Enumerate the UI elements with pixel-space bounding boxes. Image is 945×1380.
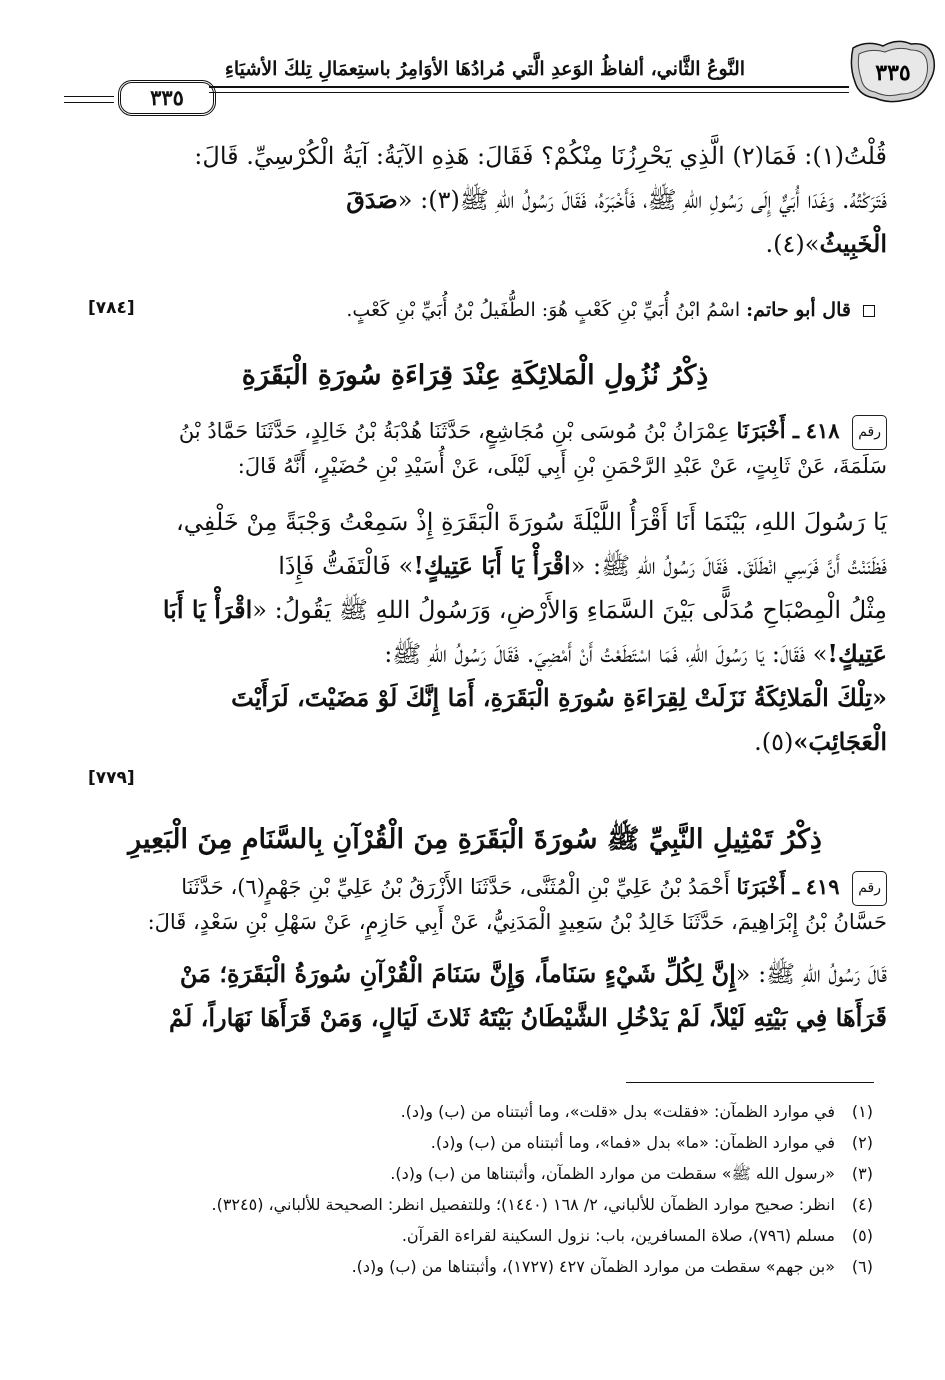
text-line: رقم ٤١٩ ـ أَخْبَرَنَا أَحْمَدُ بْنُ عَلِيِّ بْنِ الْمُثَنَّى، حَدَّثَنَا الأَزْرَقُ بْنُ عَلِيِّ بْنِ جَهْمٍ(٦)، حَدَّثَنَا — [61, 870, 887, 906]
text-line: قُلْتُ(١): فَمَا(٢) الَّذِي يَحْرِزُنَا مِنْكُمْ؟ فَقَالَ: هَذِهِ الآيَةُ: آيَةُ الْكُرْسِيِّ. قَالَ: — [194, 142, 887, 170]
square-bullet-icon — [863, 305, 875, 317]
footnote-item: (٥) مسلم (٧٩٦)، صلاة المسافرين، باب: نزول السكينة لقراءة القرآن. — [401, 1226, 873, 1245]
corner-ornament-icon — [849, 38, 937, 106]
section-title: ذِكْرُ نُزُولِ الْمَلائِكَةِ عِنْدَ قِرَاءَةِ سُورَةِ الْبَقَرَةِ — [241, 360, 709, 391]
abu-hatim-label: قال أبو حاتم: — [746, 299, 851, 321]
paragraph-continuation — [61, 134, 887, 266]
text-line: عَتِيكٍ!» فَقَالَ: يَا رَسُولَ اللهِ، فَمَا اسْتَطَعْتُ أَنْ أَمْضِيَ. فَقَالَ رَسُولُ اللهِ ﷺ: — [384, 639, 887, 668]
section-title: ذِكْرُ تَمْثِيلِ النَّبِيِّ ﷺ سُورَةَ الْبَقَرَةِ مِنَ الْقُرْآنِ بِالسَّنَامِ مِنَ الْبَعِيرِ — [128, 824, 822, 855]
text-line: مِثْلُ الْمِصْبَاحِ مُدَلًّى بَيْنَ السَّمَاءِ وَالأَرْضِ، وَرَسُولُ اللهِ ﷺ يَقُولُ: «اقْرَأْ يَا أَبَا — [162, 595, 887, 624]
hadith-matn — [61, 500, 887, 764]
text-line: رقم ٤١٨ ـ أَخْبَرَنَا عِمْرَانُ بْنُ مُوسَى بْنِ مُجَاشِعٍ، حَدَّثَنَا هُدْبَةُ بْنُ خَالِدٍ، حَدَّثَنَا حَمَّادُ بْنُ — [61, 414, 887, 450]
running-header-title: النَّوعُ الثَّاني، ألفاظُ الوَعدِ الَّتي مُرادُهَا الأوَامِرُ باستِعمَالِ تِلكَ الأشيَاءِ — [224, 58, 746, 80]
hadith-badge-icon: رقم — [852, 871, 887, 906]
footnote-item: (٢) في موارد الظمآن: «ما» بدل «فما»، وما أثبتناه من (ب) و(د). — [430, 1133, 873, 1152]
footnote-item: (٦) «بن جهم» سقطت من موارد الظمآن ٤٢٧ (١٧٢٧)، وأثبتناها من (ب) و(د). — [351, 1257, 873, 1276]
header-rule-bottom — [209, 92, 849, 93]
header-rule-left-bottom — [64, 102, 114, 103]
hadith-matn — [61, 952, 887, 1040]
text-line: سَلَمَةَ، عَنْ ثَابِتٍ، عَنْ عَبْدِ الرَّحْمَنِ بْنِ أَبِي لَيْلَى، عَنْ أُسَيْدِ بْنِ حُضَيْرٍ، أَنَّهُ قَالَ: — [237, 454, 887, 478]
hadith-number: ٤١٩ — [805, 874, 840, 899]
text-line: «تِلْكَ الْمَلائِكَةُ نَزَلَتْ لِقِرَاءَةِ سُورَةِ الْبَقَرَةِ، أَمَا إِنَّكَ لَوْ مَضَيْتَ، لَرَأَيْتَ — [231, 683, 887, 712]
footnote-divider — [626, 1082, 874, 1083]
reference-number: [٧٧٩] — [88, 768, 135, 788]
text-line: فَتَرَكْتُهُ. وَغَدَا أُبَيٌّ إِلَى رَسُولِ اللهِ ﷺ، فَأَخْبَرَهُ، فَقَالَ رَسُولُ اللهِ ﷺ(٣): «صَدَقَ — [346, 185, 887, 214]
hadith-number: ٤١٨ — [805, 418, 840, 443]
footnote-item: (١) في موارد الظمآن: «فقلت» بدل «قلت»، وما أثبتناه من (ب) و(د). — [400, 1102, 873, 1121]
header-rule-top — [209, 86, 849, 88]
hadith-isnad — [61, 870, 887, 939]
hadith-isnad — [61, 414, 887, 483]
text-line: فَظَنَنْتُ أَنَّ فَرَسِي انْطَلَقَ. فَقَالَ رَسُولُ اللهِ ﷺ: «اقْرَأْ يَا أَبَا عَتِيكٍ!» فَالْتَفَتُّ فَإِذَا — [278, 551, 887, 580]
text-line: يَا رَسُولَ اللهِ، بَيْنَمَا أَنَا أَقْرَأُ اللَّيْلَةَ سُورَةَ الْبَقَرَةِ إِذْ سَمِعْتُ وَجْبَةً مِنْ خَلْفِي، — [176, 508, 887, 536]
reference-number: [٧٨٤] — [88, 298, 135, 318]
footnote-item: (٤) انظر: صحيح موارد الظمآن للألباني، ٢/ ١٦٨ (١٤٤٠)؛ وللتفصيل انظر: الصحيحة للألباني، (٣٢٤٥). — [211, 1195, 873, 1214]
abu-hatim-note — [346, 296, 875, 324]
footnotes — [73, 1096, 873, 1282]
text-line: حَسَّانُ بْنُ إِبْرَاهِيمَ، حَدَّثَنَا خَالِدُ بْنُ سَعِيدٍ الْمَدَنِيُّ، عَنْ أَبِي حَازِمٍ، عَنْ سَهْلِ بْنِ سَعْدٍ، قَالَ: — [147, 910, 887, 934]
abu-hatim-text: اسْمُ ابْنُ أُبَيِّ بْنِ كَعْبٍ هُوَ: الطُّفَيلُ بْنُ أُبَيِّ بْنِ كَعْبٍ. — [346, 299, 741, 321]
header-rule-left-top — [64, 96, 114, 97]
page-number: ٣٣٥ — [118, 80, 216, 116]
corner-page-number: ٣٣٥ — [875, 60, 911, 86]
footnote-item: (٣) «رسول الله ﷺ» سقطت من موارد الظمآن، وأثبتناها من (ب) و(د). — [390, 1164, 873, 1183]
text-line: قَالَ رَسُولُ اللهِ ﷺ: «إِنَّ لِكُلِّ شَيْءٍ سَنَاماً، وَإِنَّ سَنَامَ الْقُرْآنِ سُورَةُ الْبَقَرَةِ؛ مَنْ — [179, 959, 887, 988]
text-line: الْخَبِيثُ»(٤). — [765, 229, 887, 258]
text-line: قَرَأَهَا فِي بَيْتِهِ لَيْلاً، لَمْ يَدْخُلِ الشَّيْطَانُ بَيْتَهُ ثَلاثَ لَيَالٍ، وَمَنْ قَرَأَهَا نَهَاراً، لَمْ — [168, 1003, 887, 1032]
text-line: الْعَجَائِبَ»(٥). — [754, 727, 887, 756]
hadith-badge-icon: رقم — [852, 415, 887, 450]
